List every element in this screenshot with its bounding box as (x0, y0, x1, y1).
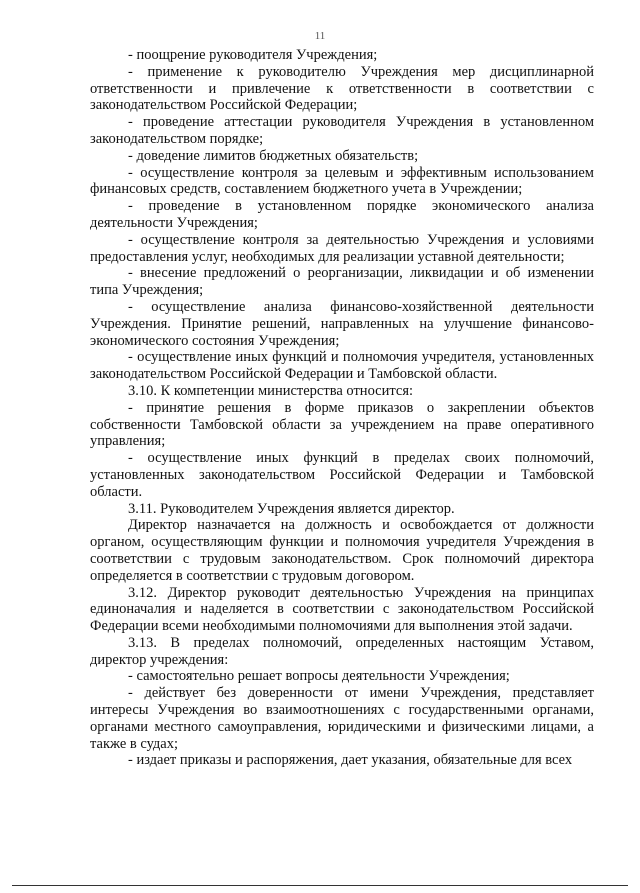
paragraph-1: - поощрение руководителя Учреждения; (128, 47, 378, 63)
paragraph-16: 3.12. Директор руководит деятельностью Учреждения на принципах единоначалия и наделяется в соответствии с законодательством Российской Федерации всеми необходимыми полномочиями для выполнения этой задачи. (90, 584, 594, 635)
scan-edge-line (12, 885, 628, 886)
paragraph-7: - осуществление контроля за деятельностью Учреждения и условиями предоставления услуг, необходимых для реализации уставной деятельности; (90, 231, 594, 265)
paragraph-6: - проведение в установленном порядке экономического анализа деятельности Учреждения; (90, 198, 594, 231)
paragraph-2: - применение к руководителю Учреждения мер дисциплинарной ответственности и привлечение к ответственности в соответствии с законодательством Российской Федерации; (90, 63, 594, 114)
paragraph-15: Директор назначается на должность и освобождается от должности органом, осуществляющим функции и полномочия учредителя Учреждения в соответствии с трудовым законодательством. Срок полномочий директора определяется в соответствии с трудовым договором. (90, 517, 594, 584)
paragraph-12: - принятие решения в форме приказов о закреплении объектов собственности Тамбовской области за учреждением на праве оперативного управления; (90, 399, 594, 450)
paragraph-10: - осуществление иных функций и полномочия учредителя, установленных законодательством Российской Федерации и Тамбовской области. (90, 349, 594, 383)
paragraph-17: 3.13. В пределах полномочий, определенных настоящим Уставом, директор учреждения: (90, 634, 594, 668)
paragraph-19: - действует без доверенности от имени Учреждения, представляет интересы Учреждения во взаимоотношениях с государственными органами, органами местного самоуправления, юридическими и физическими лицами, а также в судах; (90, 685, 594, 752)
paragraph-9: - осуществление анализа финансово-хозяйственной деятельности Учреждения. Принятие решений, направленных на улучшение финансово-экономического состояния Учреждения; (90, 298, 594, 349)
paragraph-14: 3.11. Руководителем Учреждения является директор. (128, 500, 455, 517)
paragraph-13: - осуществление иных функций в пределах своих полномочий, установленных законодательством Российской Федерации и Тамбовской области. (90, 450, 594, 500)
paragraph-11: 3.10. К компетенции министерства относится: (128, 382, 414, 399)
page-number: 11 (314, 30, 326, 42)
paragraph-3: - проведение аттестации руководителя Учреждения в установленном законодательством порядке; (90, 114, 594, 147)
paragraph-8: - внесение предложений о реорганизации, ликвидации и об изменении типа Учреждения; (90, 265, 594, 299)
paragraph-18: - самостоятельно решает вопросы деятельности Учреждения; (128, 668, 510, 685)
paragraph-4: - доведение лимитов бюджетных обязательств; (128, 147, 419, 164)
paragraph-20: - издает приказы и распоряжения, дает указания, обязательные для всех (128, 752, 573, 769)
document-body (90, 47, 594, 769)
paragraph-5: - осуществление контроля за целевым и эффективным использованием финансовых средств, составлением бюджетного учета в Учреждении; (90, 164, 594, 198)
